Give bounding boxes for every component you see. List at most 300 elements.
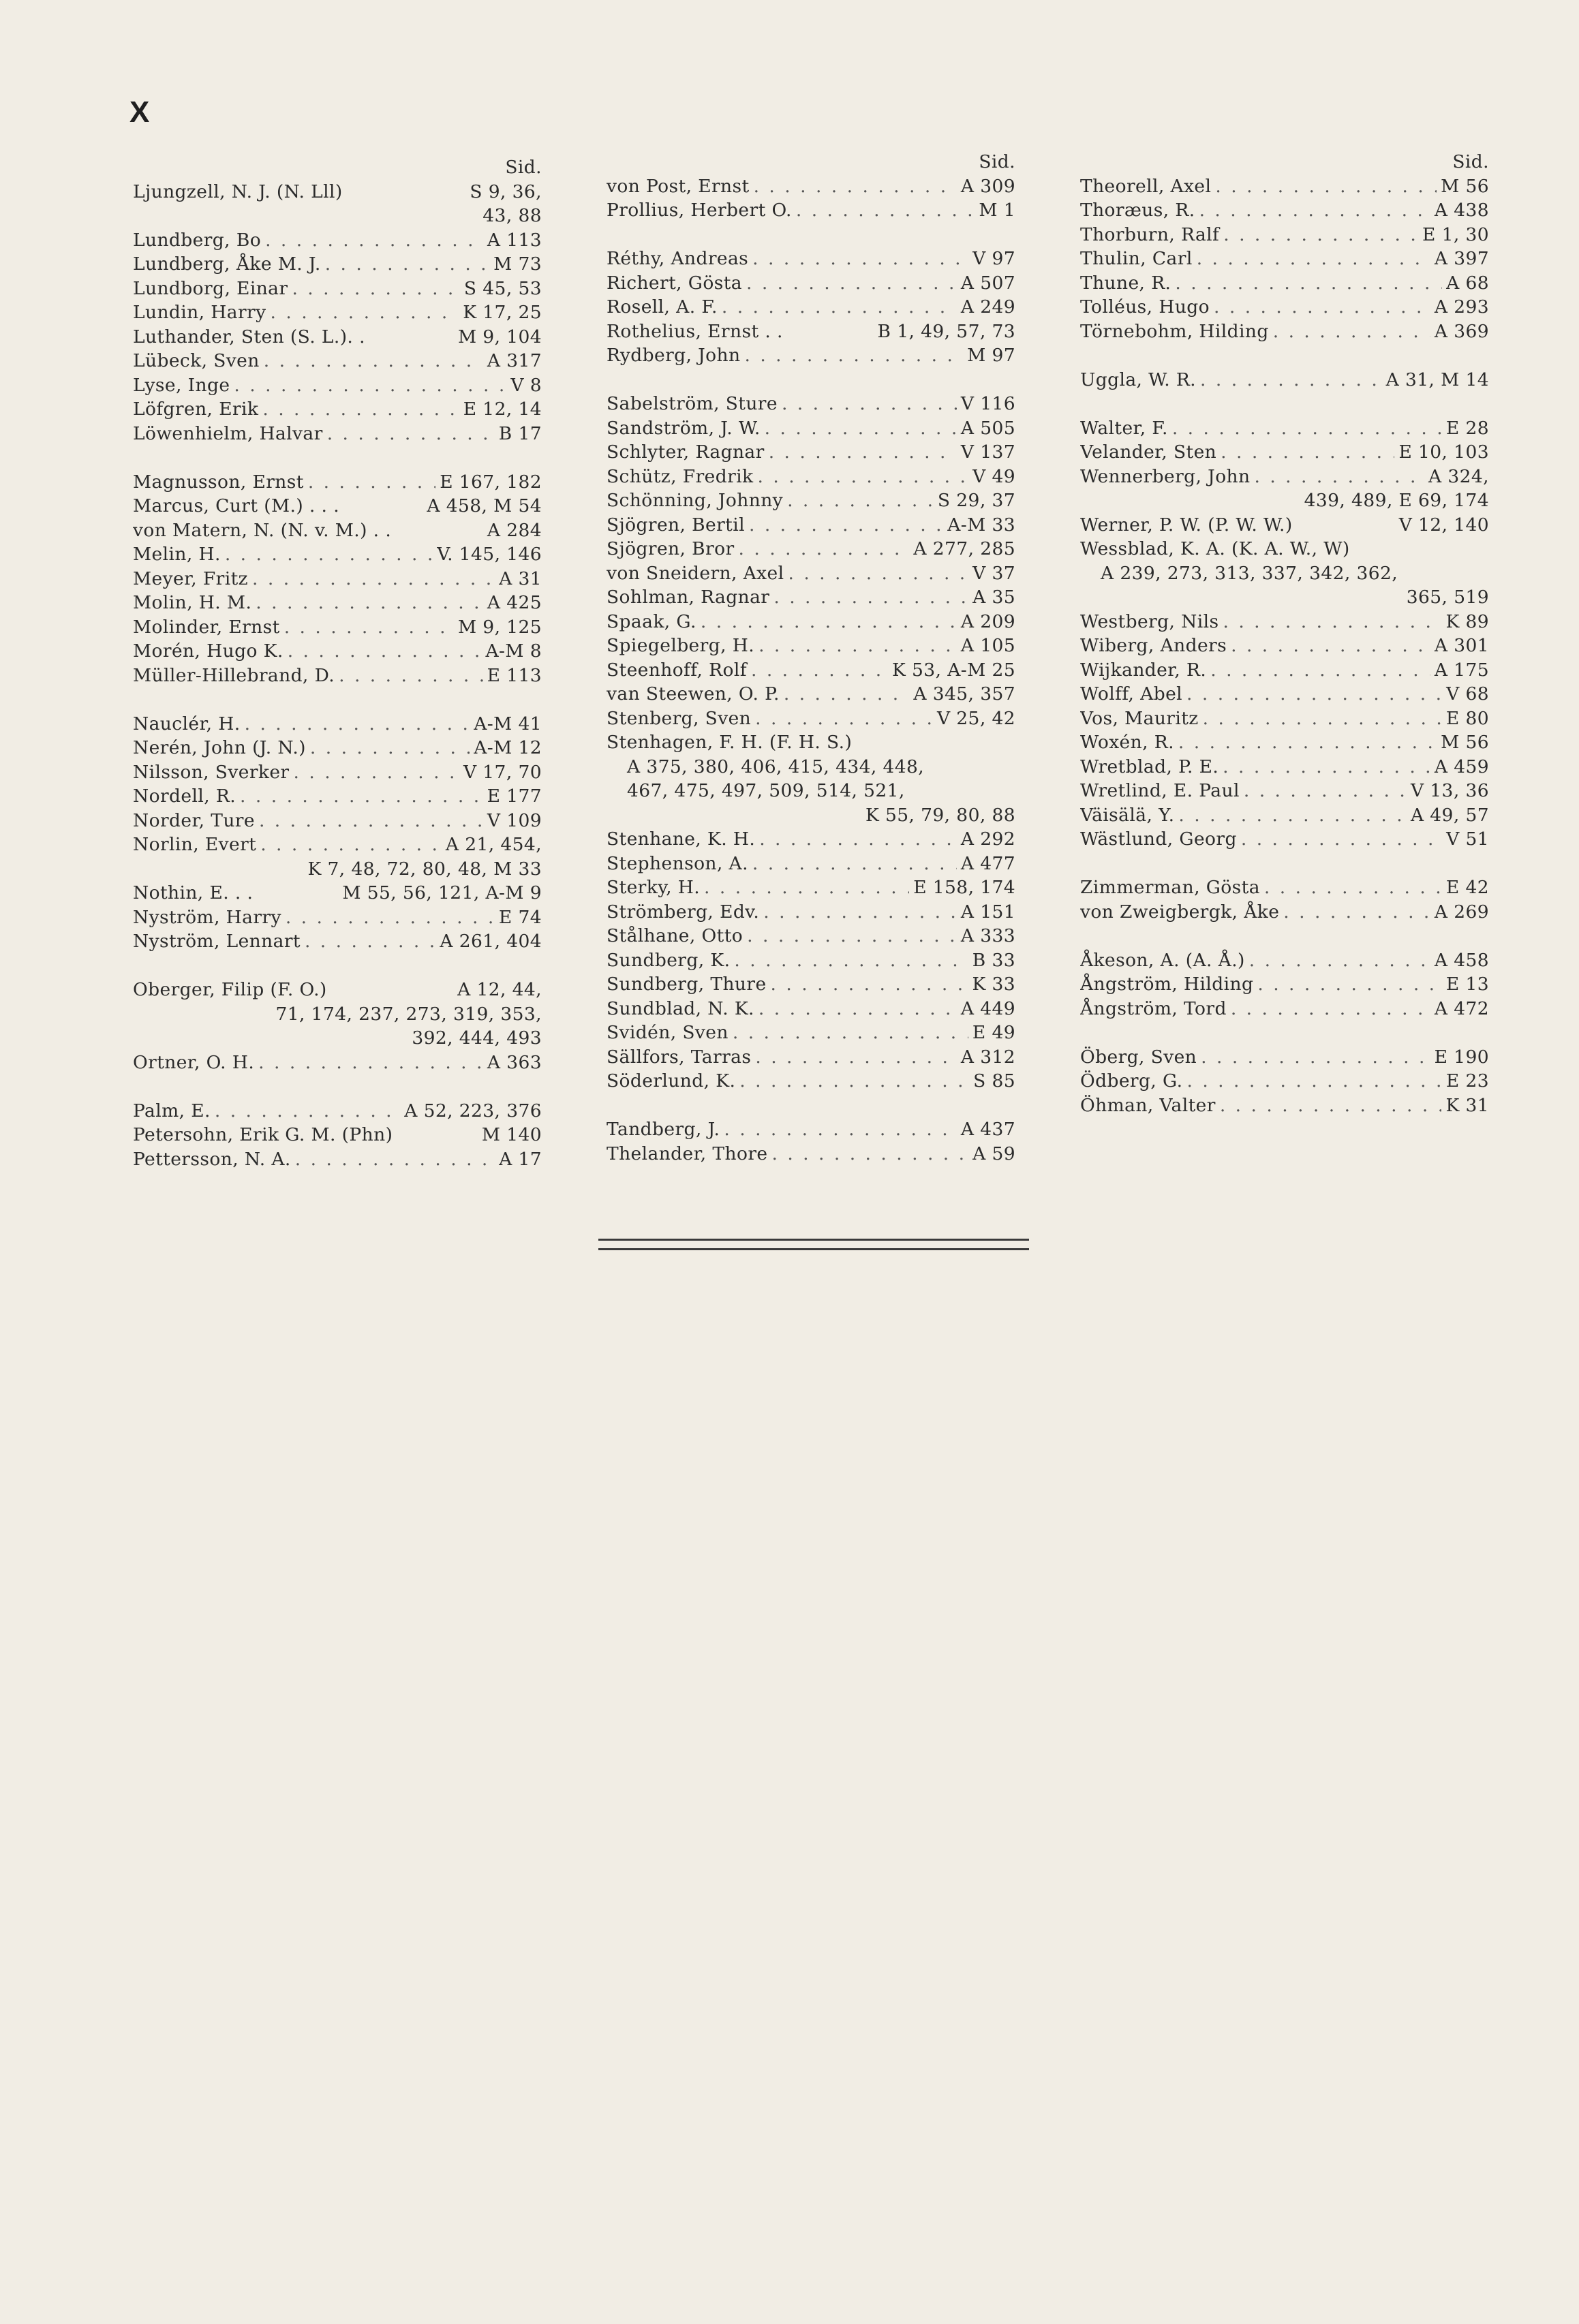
dot-leader xyxy=(264,349,483,373)
dot-leader xyxy=(260,833,442,857)
dot-leader xyxy=(739,1069,969,1094)
entry-page-ref: A 449 xyxy=(960,997,1015,1019)
index-entry xyxy=(607,876,1015,900)
entry-page-ref: A 261, 404 xyxy=(440,931,542,952)
entry-page-ref: A 209 xyxy=(960,610,1015,632)
page-ref-header: Sid. xyxy=(505,157,542,178)
letter-group-gap xyxy=(1080,924,1489,948)
entry-name: Lyse, Inge xyxy=(133,374,230,396)
index-entry xyxy=(607,900,1015,925)
index-entry xyxy=(607,972,1015,997)
dot-leader xyxy=(754,174,957,199)
index-entry xyxy=(607,730,1015,755)
entry-page-ref: B 1, 49, 57, 73 xyxy=(877,320,1015,342)
dot-leader xyxy=(252,567,495,591)
dot-leader xyxy=(1241,827,1442,852)
entry-page-ref: S 85 xyxy=(973,1070,1015,1091)
dot-leader xyxy=(1172,416,1442,441)
dot-leader xyxy=(739,537,910,561)
index-entry xyxy=(133,373,542,398)
entry-name: Sterky, H. xyxy=(607,877,701,898)
index-entry-continuation: 71, 174, 237, 273, 319, 353, xyxy=(275,1003,542,1025)
entry-name: Rosell, A. F. xyxy=(607,296,718,317)
entry-page-ref: S 29, 37 xyxy=(937,490,1015,511)
dot-leader xyxy=(758,634,957,658)
entry-page-ref: V 109 xyxy=(487,809,542,831)
dot-leader xyxy=(215,1099,400,1124)
dot-leader xyxy=(1178,803,1407,828)
entry-name: Pettersson, N. A. xyxy=(133,1148,291,1170)
entry-page-ref: V 17, 70 xyxy=(463,761,542,783)
index-entry xyxy=(1080,803,1489,828)
entry-page-ref: V 37 xyxy=(972,562,1015,584)
index-entry xyxy=(1080,416,1489,441)
entry-page-ref: M 56 xyxy=(1441,732,1489,753)
entry-name: Tandberg, J. xyxy=(607,1119,720,1140)
entry-page-ref: E 167, 182 xyxy=(440,471,542,493)
entry-page-ref: A 105 xyxy=(960,635,1015,656)
entry-name: Westberg, Nils xyxy=(1080,610,1219,632)
entry-page-ref: A 17 xyxy=(499,1148,542,1170)
entry-name: Spiegelberg, H. xyxy=(607,635,755,656)
index-entry xyxy=(1080,997,1489,1021)
dot-leader xyxy=(1264,876,1442,900)
entry-name: Sjögren, Bror xyxy=(607,538,735,559)
entry-page-ref: E 23 xyxy=(1445,1070,1489,1091)
entry-page-ref: A 12, 44, xyxy=(457,979,542,1000)
index-entry xyxy=(1080,658,1489,683)
entry-page-ref: K 33 xyxy=(972,974,1015,995)
entry-name: Nordell, R. xyxy=(133,786,236,807)
entry-name: Nyström, Lennart xyxy=(133,931,301,952)
entry-page-ref: A 505 xyxy=(960,417,1015,439)
dot-leader xyxy=(259,809,483,833)
entry-name: Uggla, W. R. xyxy=(1080,369,1197,390)
index-entry xyxy=(607,271,1015,296)
entry-page-ref: E 49 xyxy=(972,1022,1015,1043)
entry-page-ref: M 9, 125 xyxy=(457,616,542,638)
dot-leader xyxy=(284,615,454,640)
entry-page-ref: A 292 xyxy=(960,828,1015,850)
entry-name: Molinder, Ernst xyxy=(133,616,280,638)
entry-name: Sandström, J. W. xyxy=(607,417,761,439)
index-entry xyxy=(133,905,542,930)
entry-name: Wennerberg, John xyxy=(1080,465,1251,487)
entry-name: Nauclér, H. xyxy=(133,713,241,734)
index-entry xyxy=(1080,465,1489,489)
entry-name: Svidén, Sven xyxy=(607,1022,729,1043)
entry-name: Rothelius, Ernst . . xyxy=(607,320,783,342)
index-entry xyxy=(607,561,1015,586)
dot-leader xyxy=(787,489,934,513)
entry-page-ref: A 301 xyxy=(1434,635,1489,656)
entry-name: Morén, Hugo K. xyxy=(133,640,283,662)
index-entry xyxy=(1080,610,1489,634)
entry-page-ref: A 269 xyxy=(1434,901,1489,923)
entry-name: Thoræus, R. xyxy=(1080,200,1195,221)
dot-leader xyxy=(784,682,910,707)
entry-page-ref: A-M 12 xyxy=(474,737,542,758)
entry-page-ref: B 17 xyxy=(498,422,542,444)
entry-name: Rydberg, John xyxy=(607,345,741,366)
entry-name: Öberg, Sven xyxy=(1080,1046,1197,1068)
entry-page-ref: E 113 xyxy=(487,664,542,686)
page-ref-header: Sid. xyxy=(979,151,1015,172)
dot-leader xyxy=(765,416,957,441)
entry-page-ref: A 68 xyxy=(1446,272,1489,294)
entry-name: Sjögren, Bertil xyxy=(607,514,745,536)
index-entry xyxy=(1080,174,1489,199)
index-entry xyxy=(1080,1069,1489,1094)
entry-name: Sundberg, K. xyxy=(607,949,731,971)
dot-leader xyxy=(769,440,957,465)
dot-leader xyxy=(746,271,957,296)
entry-page-ref: M 97 xyxy=(967,345,1015,366)
index-entry xyxy=(133,349,542,373)
entry-page-ref: E 1, 30 xyxy=(1422,223,1489,245)
index-entry xyxy=(1080,368,1489,392)
index-entry xyxy=(607,997,1015,1021)
dot-leader xyxy=(1199,198,1430,223)
entry-page-ref: A 324, xyxy=(1428,465,1489,487)
entry-page-ref: V 13, 36 xyxy=(1410,780,1489,801)
dot-leader xyxy=(1231,634,1430,658)
entry-page-ref: M 140 xyxy=(481,1124,542,1145)
index-entry xyxy=(607,392,1015,416)
entry-name: Lübeck, Sven xyxy=(133,350,260,371)
index-entry xyxy=(607,707,1015,731)
entry-name: Ortner, O. H. xyxy=(133,1051,255,1073)
entry-name: Stenhane, K. H. xyxy=(607,828,756,850)
index-entry xyxy=(133,300,542,325)
dot-leader xyxy=(265,228,483,253)
entry-page-ref: A 369 xyxy=(1434,320,1489,342)
index-entry xyxy=(133,1123,542,1147)
dot-leader xyxy=(1186,682,1442,707)
index-entry-continuation: K 55, 79, 80, 88 xyxy=(865,804,1015,826)
entry-page-ref: A 175 xyxy=(1434,659,1489,681)
entry-page-ref: A 333 xyxy=(960,925,1015,946)
dot-leader xyxy=(288,639,482,664)
entry-name: Vos, Mauritz xyxy=(1080,707,1199,729)
entry-page-ref: A 397 xyxy=(1434,248,1489,269)
dot-leader xyxy=(1175,271,1442,296)
index-entry xyxy=(607,537,1015,561)
letter-group-gap xyxy=(1080,392,1489,416)
entry-page-ref: V 68 xyxy=(1446,683,1489,704)
entry-name: Thelander, Thore xyxy=(607,1143,768,1164)
entry-page-ref: A 345, 357 xyxy=(913,683,1015,704)
entry-name: Schlyter, Ragnar xyxy=(607,441,765,463)
index-entry xyxy=(133,929,542,954)
dot-leader xyxy=(1186,1069,1441,1094)
entry-page-ref: V 97 xyxy=(972,248,1015,269)
entry-page-ref: A 317 xyxy=(487,350,542,371)
dot-leader xyxy=(1220,1094,1442,1118)
entry-name: Ljungzell, N. J. (N. Lll) xyxy=(133,181,343,202)
entry-name: Tolléus, Hugo xyxy=(1080,296,1210,317)
entry-page-ref: E 177 xyxy=(487,786,542,807)
entry-name: Nilsson, Sverker xyxy=(133,761,290,783)
index-entry xyxy=(133,639,542,664)
entry-name: Wessblad, K. A. (K. A. W., W) xyxy=(1080,538,1350,559)
page-ref-header: Sid. xyxy=(1452,151,1489,172)
entry-page-ref: A 113 xyxy=(487,229,542,251)
index-entry xyxy=(607,247,1015,271)
index-entry xyxy=(607,1045,1015,1070)
letter-group-gap xyxy=(607,1094,1015,1118)
entry-name: Löwenhielm, Halvar xyxy=(133,422,323,444)
end-rule-divider xyxy=(598,1239,1029,1250)
entry-name: Wolff, Abel xyxy=(1080,683,1183,704)
entry-name: Spaak, G. xyxy=(607,610,696,632)
entry-page-ref: A 312 xyxy=(960,1046,1015,1068)
index-entry xyxy=(1080,634,1489,658)
dot-leader xyxy=(744,343,963,368)
dot-leader xyxy=(325,252,489,277)
dot-leader xyxy=(305,929,435,954)
index-entry xyxy=(133,1099,542,1124)
entry-name: Norder, Ture xyxy=(133,809,255,831)
index-entry xyxy=(1080,682,1489,707)
entry-name: von Sneidern, Axel xyxy=(607,562,784,584)
index-entry xyxy=(1080,247,1489,271)
letter-group-gap xyxy=(607,223,1015,247)
entry-page-ref: M 56 xyxy=(1441,175,1489,197)
index-entry xyxy=(1080,440,1489,465)
entry-page-ref: A 284 xyxy=(487,519,542,541)
entry-name: Sällfors, Tarras xyxy=(607,1046,752,1068)
entry-page-ref: K 31 xyxy=(1445,1094,1489,1116)
index-entry xyxy=(1080,537,1489,561)
entry-name: Stenhagen, F. H. (F. H. S.) xyxy=(607,732,853,753)
dot-leader xyxy=(759,827,957,852)
index-entry xyxy=(133,1147,542,1172)
entry-page-ref: A 21, 454, xyxy=(445,834,542,855)
index-entry xyxy=(607,1142,1015,1166)
entry-name: Norlin, Evert xyxy=(133,834,257,855)
dot-leader xyxy=(256,591,483,615)
index-entry xyxy=(133,494,542,518)
dot-leader xyxy=(1223,755,1430,779)
index-entry xyxy=(1080,1045,1489,1070)
letter-group-gap xyxy=(1080,1021,1489,1045)
index-entry xyxy=(133,978,542,1002)
index-entry-continuation: 365, 519 xyxy=(1406,587,1489,608)
entry-name: Wästlund, Georg xyxy=(1080,828,1237,850)
index-entry xyxy=(607,489,1015,513)
index-column-3 xyxy=(1080,150,1489,1117)
index-entry xyxy=(607,658,1015,683)
index-entry xyxy=(607,440,1015,465)
page-number: X xyxy=(129,95,150,129)
entry-page-ref: A 507 xyxy=(960,272,1015,294)
index-entry xyxy=(607,465,1015,489)
dot-leader xyxy=(773,585,968,610)
entry-page-ref: S 45, 53 xyxy=(463,277,542,299)
dot-leader xyxy=(262,397,459,422)
dot-leader xyxy=(339,664,483,688)
dot-leader xyxy=(733,1021,968,1045)
index-entry xyxy=(133,591,542,615)
entry-name: Söderlund, K. xyxy=(607,1070,736,1091)
index-entry xyxy=(607,827,1015,852)
entry-name: Wijkander, R. xyxy=(1080,659,1207,681)
index-entry xyxy=(607,610,1015,634)
entry-page-ref: S 9, 36, xyxy=(470,181,542,202)
index-entry xyxy=(607,682,1015,707)
index-entry xyxy=(1080,295,1489,320)
index-entry xyxy=(133,252,542,277)
entry-name: Theorell, Axel xyxy=(1080,175,1212,197)
index-entry xyxy=(133,228,542,253)
entry-name: Prollius, Herbert O. xyxy=(607,200,792,221)
index-entry xyxy=(1080,320,1489,344)
index-entry-continuation: 439, 489, E 69, 174 xyxy=(1304,490,1489,511)
dot-leader xyxy=(258,1051,483,1075)
entry-page-ref: A-M 41 xyxy=(474,713,542,734)
dot-leader xyxy=(1210,658,1430,683)
dot-leader xyxy=(1223,223,1418,247)
index-entry xyxy=(607,924,1015,948)
entry-page-ref: E 158, 174 xyxy=(913,877,1015,898)
entry-page-ref: E 80 xyxy=(1445,707,1489,729)
entry-name: Stenberg, Sven xyxy=(607,707,752,729)
entry-name: Meyer, Fritz xyxy=(133,568,249,589)
entry-name: Ångström, Hilding xyxy=(1080,974,1254,995)
entry-name: Wretblad, P. E. xyxy=(1080,756,1219,777)
entry-page-ref: A 31 xyxy=(499,568,542,589)
index-entry xyxy=(1080,755,1489,779)
dot-leader xyxy=(1249,948,1430,973)
index-entry xyxy=(607,948,1015,973)
entry-page-ref: M 55, 56, 121, A-M 9 xyxy=(342,882,542,903)
entry-page-ref: A 249 xyxy=(960,296,1015,317)
entry-page-ref: M 73 xyxy=(493,253,542,275)
entry-name: Petersohn, Erik G. M. (Phn) xyxy=(133,1124,393,1145)
entry-page-ref: A 437 xyxy=(960,1119,1015,1140)
entry-page-ref: A 309 xyxy=(960,175,1015,197)
entry-name: Luthander, Sten (S. L.). . xyxy=(133,326,365,347)
entry-name: Öhman, Valter xyxy=(1080,1094,1216,1116)
dot-leader xyxy=(752,852,957,876)
entry-name: von Post, Ernst xyxy=(607,175,750,197)
entry-name: Ångström, Tord xyxy=(1080,997,1227,1019)
entry-name: Sundblad, N. K. xyxy=(607,997,754,1019)
entry-page-ref: A 458, M 54 xyxy=(427,495,542,516)
letter-group-gap xyxy=(133,446,542,470)
entry-page-ref: K 17, 25 xyxy=(463,302,542,323)
entry-page-ref: A 472 xyxy=(1434,997,1489,1019)
entry-page-ref: E 13 xyxy=(1445,974,1489,995)
dot-leader xyxy=(749,513,943,538)
entry-name: Walter, F. xyxy=(1080,417,1168,439)
index-entry xyxy=(1080,876,1489,900)
index-entry xyxy=(607,1117,1015,1142)
entry-page-ref: E 10, 103 xyxy=(1398,441,1489,463)
entry-name: Nerén, John (J. N.) xyxy=(133,737,306,758)
dot-leader xyxy=(295,1147,495,1172)
index-entry xyxy=(133,1051,542,1075)
entry-page-ref: V 49 xyxy=(972,465,1015,487)
index-entry-continuation: 467, 475, 497, 509, 514, 521, xyxy=(627,780,905,801)
dot-leader xyxy=(294,760,459,785)
entry-name: Nyström, Harry xyxy=(133,906,281,928)
entry-page-ref: B 33 xyxy=(972,949,1015,971)
entry-name: Lundin, Harry xyxy=(133,302,266,323)
letter-group-gap xyxy=(133,954,542,978)
dot-leader xyxy=(752,247,968,271)
entry-name: von Zweigbergk, Åke xyxy=(1080,901,1280,923)
dot-leader xyxy=(704,876,909,900)
entry-page-ref: A 59 xyxy=(972,1143,1015,1164)
dot-leader xyxy=(308,470,435,495)
index-entry xyxy=(1080,900,1489,925)
dot-leader xyxy=(701,610,957,634)
dot-leader xyxy=(782,392,957,416)
entry-name: von Matern, N. (N. v. M.) . . xyxy=(133,519,392,541)
entry-name: Strömberg, Edv. xyxy=(607,901,760,923)
entry-page-ref: V. 145, 146 xyxy=(437,544,542,565)
entry-name: Magnusson, Ernst xyxy=(133,471,304,493)
entry-name: Molin, H. M. xyxy=(133,592,252,613)
entry-page-ref: A 35 xyxy=(972,587,1015,608)
dot-leader xyxy=(1254,465,1424,489)
entry-name: Schütz, Fredrik xyxy=(607,465,754,487)
entry-page-ref: A 477 xyxy=(960,852,1015,874)
index-entry xyxy=(133,760,542,785)
dot-leader xyxy=(788,561,968,586)
dot-leader xyxy=(1215,174,1437,199)
entry-name: Wiberg, Anders xyxy=(1080,635,1227,656)
entry-name: Steenhoff, Rolf xyxy=(607,659,747,681)
dot-leader xyxy=(292,277,459,301)
index-entry xyxy=(1080,779,1489,803)
entry-page-ref: E 28 xyxy=(1445,417,1489,439)
index-entry-continuation: K 7, 48, 72, 80, 48, M 33 xyxy=(307,858,542,880)
index-entry xyxy=(607,174,1015,199)
entry-page-ref: E 74 xyxy=(498,906,542,928)
index-entry xyxy=(607,295,1015,320)
entry-name: Sabelström, Sture xyxy=(607,393,778,414)
entry-page-ref: A 363 xyxy=(487,1051,542,1073)
dot-leader xyxy=(771,1142,968,1166)
index-entry xyxy=(133,325,542,350)
dot-leader xyxy=(751,658,888,683)
entry-name: Werner, P. W. (P. W. W.) xyxy=(1080,514,1293,536)
dot-leader xyxy=(1257,972,1442,997)
index-entry-continuation: A 239, 273, 313, 337, 342, 362, xyxy=(1101,562,1398,584)
index-entry xyxy=(1080,730,1489,755)
index-entry-continuation: 392, 444, 493 xyxy=(412,1027,542,1049)
index-entry xyxy=(607,634,1015,658)
letter-group-gap xyxy=(607,368,1015,392)
entry-name: Stephenson, A. xyxy=(607,852,748,874)
entry-name: Müller-Hillebrand, D. xyxy=(133,664,335,686)
entry-page-ref: E 42 xyxy=(1445,877,1489,898)
letter-group-gap xyxy=(1080,343,1489,368)
index-entry xyxy=(607,1021,1015,1045)
entry-page-ref: V 12, 140 xyxy=(1398,514,1489,536)
letter-group-gap xyxy=(133,1074,542,1099)
letter-group-gap xyxy=(1080,852,1489,876)
dot-leader xyxy=(1200,368,1382,392)
dot-leader xyxy=(724,1117,956,1142)
dot-leader xyxy=(755,1045,957,1070)
index-entry xyxy=(133,712,542,737)
entry-name: Nothin, E. . . xyxy=(133,882,254,903)
index-entry xyxy=(607,513,1015,538)
